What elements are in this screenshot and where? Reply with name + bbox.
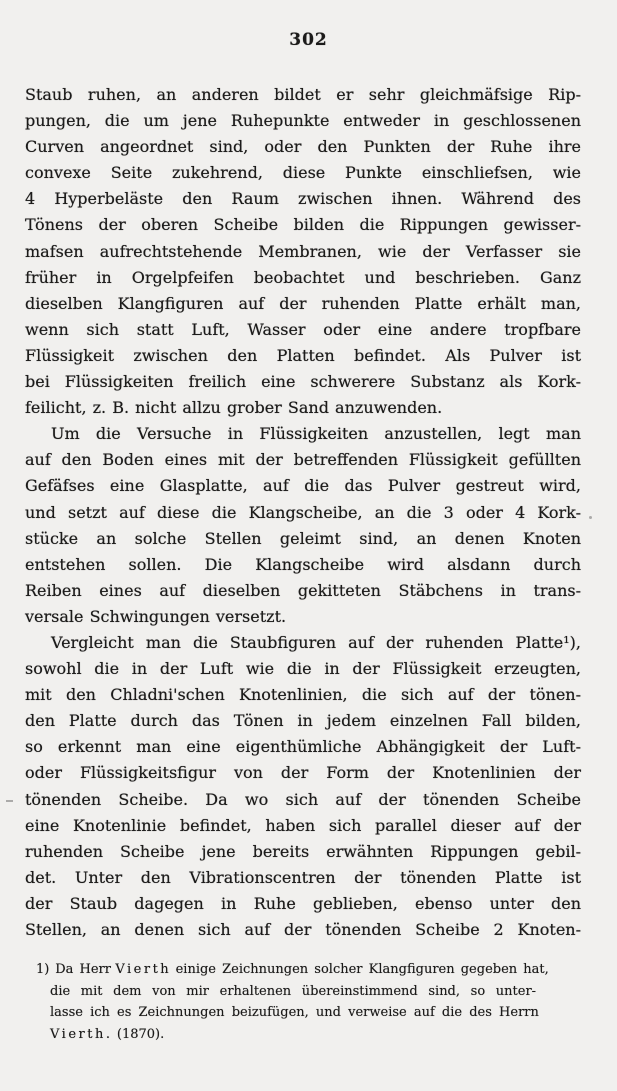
text-line: ruhenden Scheibe jene bereits erwähnten Rippungen gebil- [25,841,581,861]
footnote-line: lasse ich es Zeichnungen beizufügen, und verweise auf die des Herrn [50,1005,539,1020]
text-line: Staub ruhen, an anderen bildet er sehr gleichmäfsige Rip- [25,85,581,104]
text-line: den Platte durch das Tönen in jedem einzelnen Fall bilden, [25,711,581,731]
text-line: convexe Seite zukehrend, diese Punkte einschliefsen, wie [25,163,581,183]
text-line-paragraph-start: Vergleicht man die Staubfiguren auf der ruhenden Platte¹), [51,632,581,652]
scan-artifact [6,800,13,802]
text-line: tönenden Scheibe. Da wo sich auf der tönenden Scheibe [25,789,581,809]
text-line: Stellen, an denen sich auf der tönenden Scheibe 2 Knoten- [25,920,581,939]
text-line: Flüssigkeit zwischen den Platten befindet. Als Pulver ist [25,345,581,365]
text-line-paragraph-end: feilicht, z. B. nicht allzu grober Sand anzuwenden. [25,398,443,418]
scan-artifact [589,516,592,519]
text-line: mafsen aufrechtstehende Membranen, wie der Verfasser sie [25,241,581,261]
page-number: 302 [289,30,328,50]
text-line: auf den Boden eines mit der betreffenden Flüssigkeit gefüllten [25,450,581,470]
body-text [25,82,581,943]
text-line: entstehen sollen. Die Klangscheibe wird alsdann durch [25,554,581,574]
footnote-marker: 1) [36,962,50,977]
text-line: det. Unter den Vibrationscentren der tönenden Platte ist [25,867,581,887]
text-line: der Staub dagegen in Ruhe geblieben, ebenso unter den [25,893,581,913]
text-line: pungen, die um jene Ruhepunkte entweder in geschlossenen [25,111,581,131]
footnote-text: Da Herr [55,962,111,977]
text-line-paragraph-start: Um die Versuche in Flüssigkeiten anzustellen, legt man [51,424,581,444]
text-line: dieselben Klangfiguren auf der ruhenden Platte erhält man, [25,293,581,313]
footnote [36,959,583,1045]
text-line: Curven angeordnet sind, oder den Punkten der Ruhe ihre [25,137,581,157]
footnote-author-name: Vierth. [50,1026,113,1042]
footnote-line: die mit dem von mir erhaltenen übereinstimmend sind, so unter- [50,983,537,999]
text-line-paragraph-end: versale Schwingungen versetzt. [25,606,287,626]
text-line: bei Flüssigkeiten freilich eine schwerere Substanz als Kork- [25,372,581,392]
text-line: mit den Chladni'schen Knotenlinien, die sich auf der tönen- [25,685,581,705]
text-line: Tönens der oberen Scheibe bilden die Rippungen gewisser- [25,215,581,235]
text-line: sowohl die in der Luft wie die in der Flüssigkeit erzeugten, [25,659,581,679]
text-line: und setzt auf diese die Klangscheibe, an die 3 oder 4 Kork- [25,502,581,522]
text-line: Reiben eines auf dieselben gekitteten Stäbchens in trans- [25,580,581,600]
text-line: so erkennt man eine eigenthümliche Abhängigkeit der Luft- [25,737,581,757]
footnote-author-name: Vierth [115,962,172,977]
text-line: oder Flüssigkeitsfigur von der Form der Knotenlinien der [25,763,581,783]
footnote-line [36,1024,583,1046]
footnote-line [36,959,583,981]
footnote-text: (1870). [116,1026,165,1042]
text-line: stücke an solche Stellen geleimt sind, an denen Knoten [25,528,581,548]
footnote-text: einige Zeichnungen solcher Klangfiguren gegeben hat, [175,962,549,977]
text-line: wenn sich statt Luft, Wasser oder eine andere tropfbare [25,319,581,339]
text-line: 4 Hyperbeläste den Raum zwischen ihnen. Während des [25,189,581,209]
text-line: früher in Orgelpfeifen beobachtet und beschrieben. Ganz [25,267,581,287]
text-line: eine Knotenlinie befindet, haben sich parallel dieser auf der [25,815,581,835]
text-line: Gefäfses eine Glasplatte, auf die das Pulver gestreut wird, [25,476,581,496]
